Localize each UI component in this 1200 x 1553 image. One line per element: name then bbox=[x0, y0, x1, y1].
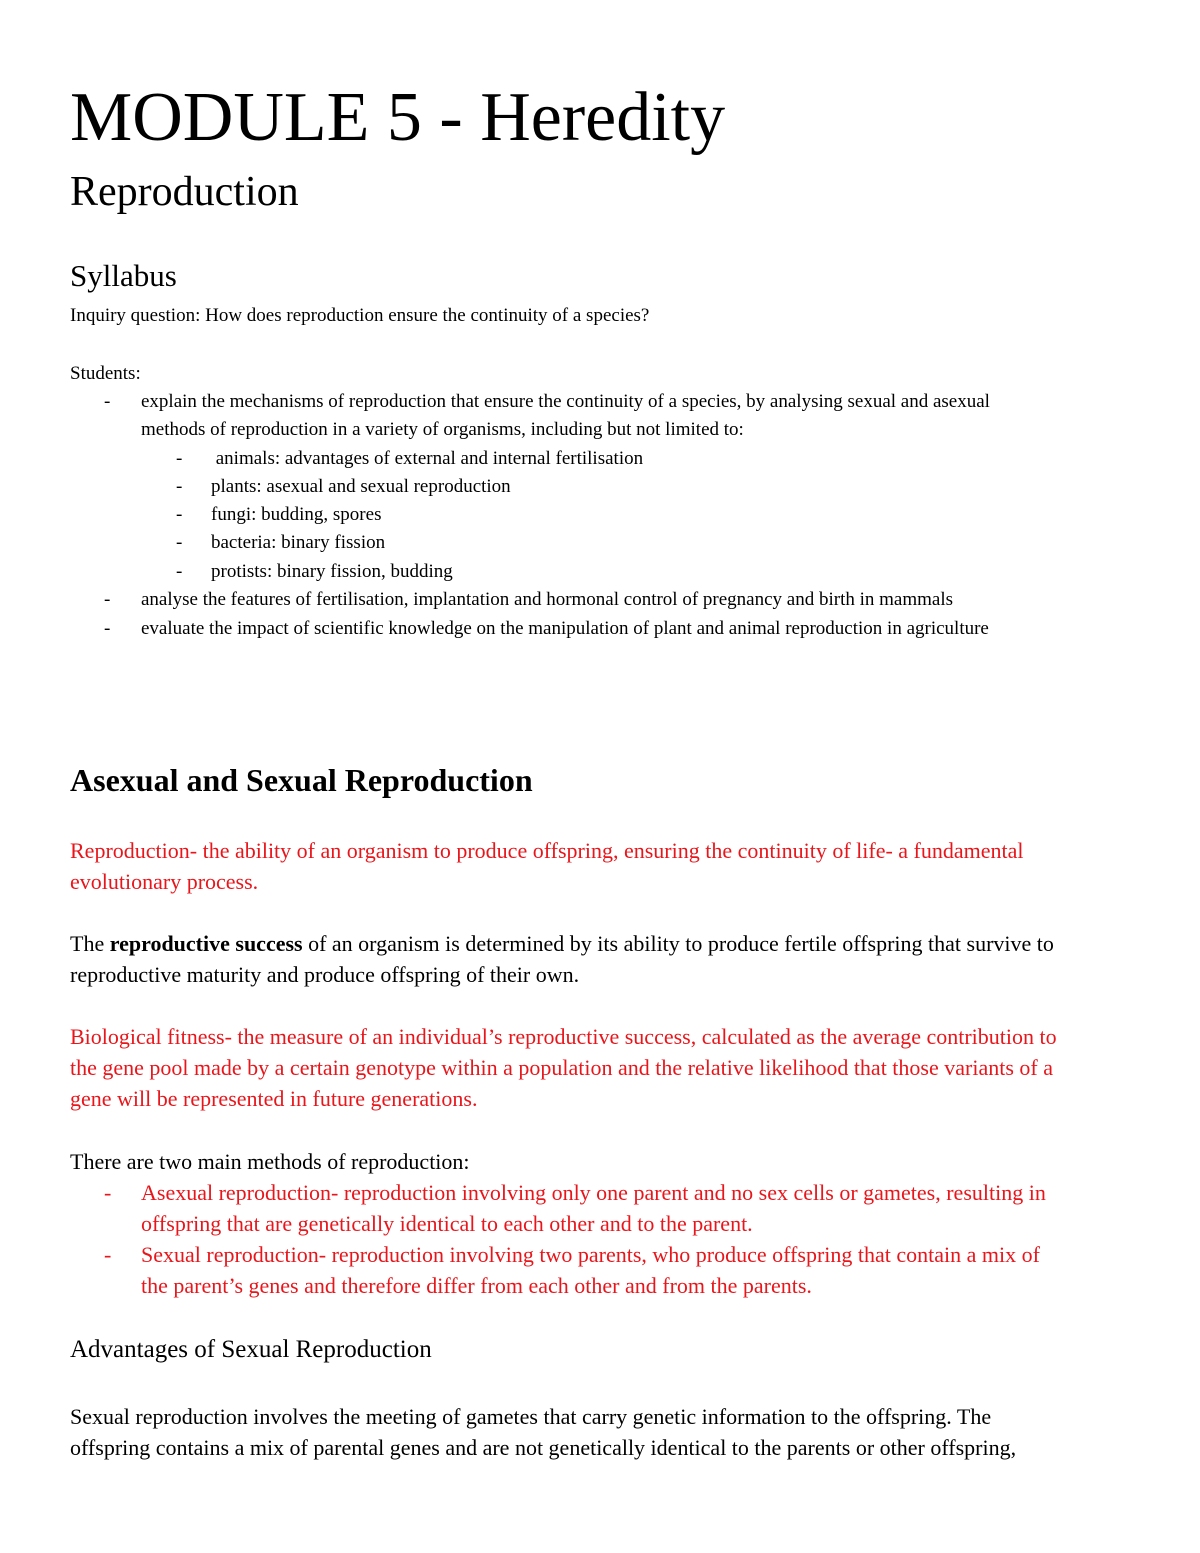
advantages-paragraph: Sexual reproduction involves the meeting of gametes that carry genetic information to the offspring. The bbox=[70, 1404, 992, 1429]
reproductive-success-paragraph bbox=[70, 929, 1054, 959]
section-heading: Asexual and Sexual Reproduction bbox=[70, 762, 533, 798]
definition-sexual: Sexual reproduction- reproduction involving two parents, who produce offspring that contain a mix of bbox=[141, 1242, 1040, 1267]
sub-bullet-dash: - bbox=[176, 561, 183, 582]
definition-sexual-cont: the parent’s genes and therefore differ from each other and from the parents. bbox=[141, 1273, 812, 1298]
definition-reproduction: Reproduction- the ability of an organism to produce offspring, ensuring the continuity of life- a fundamental bbox=[70, 838, 1024, 863]
bullet-dash: - bbox=[104, 1242, 112, 1267]
bullet-dash: - bbox=[104, 589, 111, 610]
definition-asexual: Asexual reproduction- reproduction involving only one parent and no sex cells or gametes, resulting in bbox=[141, 1180, 1046, 1205]
syllabus-point-2: analyse the features of fertilisation, implantation and hormonal control of pregnancy and birth in mammals bbox=[141, 589, 954, 610]
success-bold-term: reproductive success bbox=[109, 931, 303, 956]
definition-asexual-cont: offspring that are genetically identical to each other and to the parent. bbox=[141, 1211, 753, 1236]
students-label: Students: bbox=[70, 363, 141, 384]
syllabus-point-1-cont: methods of reproduction in a variety of organisms, including but not limited to: bbox=[141, 419, 744, 440]
inquiry-question: Inquiry question: How does reproduction ensure the continuity of a species? bbox=[70, 305, 650, 326]
syllabus-point-1: explain the mechanisms of reproduction that ensure the continuity of a species, by analysing sexual and asexual bbox=[141, 391, 990, 412]
reproductive-success-cont: reproductive maturity and produce offspring of their own. bbox=[70, 962, 580, 987]
definition-fitness: Biological fitness- the measure of an individual’s reproductive success, calculated as the average contribution to bbox=[70, 1024, 1057, 1049]
advantages-heading: Advantages of Sexual Reproduction bbox=[70, 1336, 432, 1363]
definition-reproduction-cont: evolutionary process. bbox=[70, 869, 259, 894]
page-subtitle: Reproduction bbox=[70, 169, 299, 215]
advantages-paragraph-cont: offspring contains a mix of parental genes and are not genetically identical to the parents or other offspring, bbox=[70, 1435, 1017, 1460]
syllabus-heading: Syllabus bbox=[70, 258, 177, 293]
sub-point-protists: protists: binary fission, budding bbox=[211, 561, 453, 582]
sub-point-fungi: fungi: budding, spores bbox=[211, 504, 382, 525]
definition-fitness-cont: gene will be represented in future generations. bbox=[70, 1086, 478, 1111]
bullet-dash: - bbox=[104, 1180, 112, 1205]
sub-bullet-dash: - bbox=[176, 532, 183, 553]
methods-intro: There are two main methods of reproduction: bbox=[70, 1149, 470, 1174]
sub-bullet-dash: - bbox=[176, 448, 183, 469]
definition-fitness-cont: the gene pool made by a certain genotype within a population and the relative likelihood that those variants of a bbox=[70, 1055, 1053, 1080]
sub-point-bacteria: bacteria: binary fission bbox=[211, 532, 386, 553]
sub-bullet-dash: - bbox=[176, 504, 183, 525]
bullet-dash: - bbox=[104, 618, 111, 639]
success-pre: The bbox=[70, 931, 110, 956]
sub-point-plants: plants: asexual and sexual reproduction bbox=[211, 476, 511, 497]
success-post: of an organism is determined by its ability to produce fertile offspring that survive to bbox=[302, 931, 1054, 956]
sub-bullet-dash: - bbox=[176, 476, 183, 497]
page-title: MODULE 5 - Heredity bbox=[70, 79, 726, 156]
bullet-dash: - bbox=[104, 391, 111, 412]
syllabus-point-3: evaluate the impact of scientific knowledge on the manipulation of plant and animal reproduction in agriculture bbox=[141, 618, 989, 639]
sub-point-animals: animals: advantages of external and internal fertilisation bbox=[211, 448, 644, 469]
